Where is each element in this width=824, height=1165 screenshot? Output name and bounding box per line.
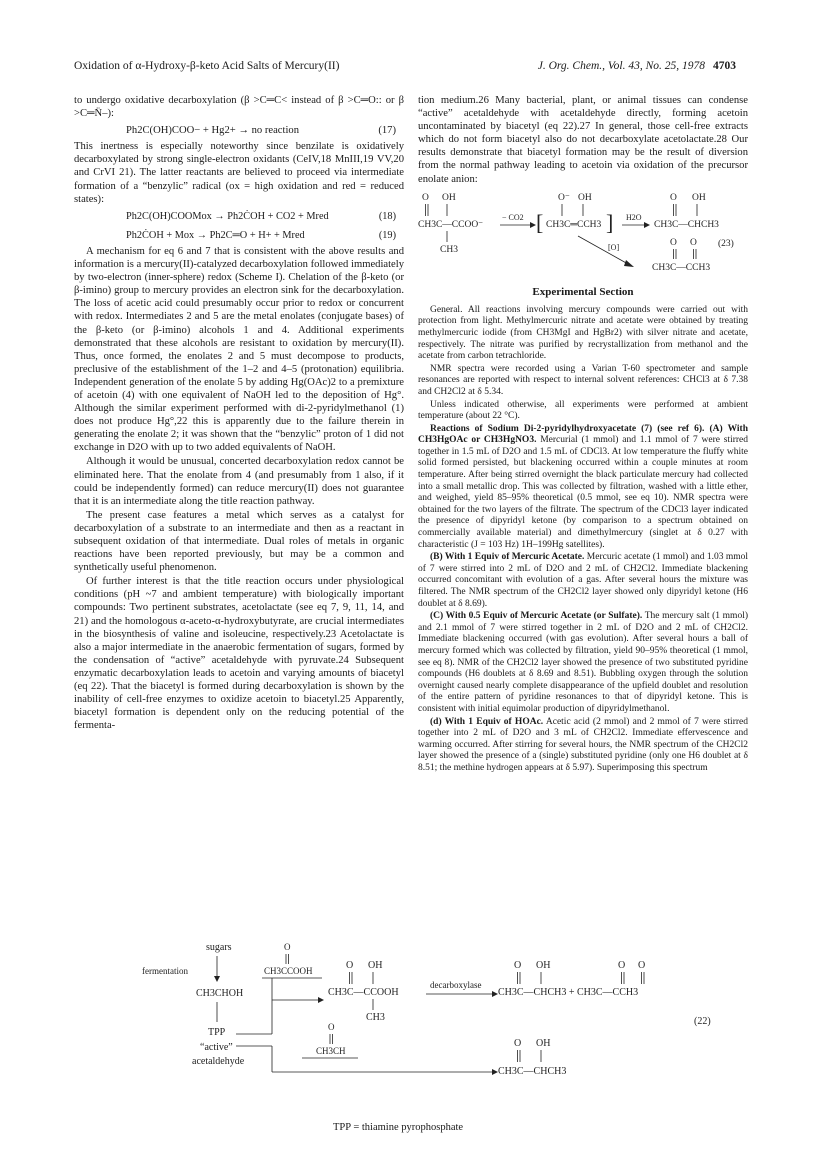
equation-19: [74, 226, 404, 245]
bracket-left: [: [536, 209, 544, 235]
scheme-footnote: TPP = thiamine pyrophosphate: [333, 1122, 464, 1133]
oxidation-label: [O]: [608, 242, 620, 252]
enolate-formula: CH3C═CCH3: [546, 219, 602, 230]
hydroxyl-label: OH: [442, 192, 456, 203]
running-title: Oxidation of α-Hydroxy-β-keto Acid Salts of Mercury(II): [74, 60, 340, 72]
minus-co2-label: − CO2: [502, 212, 524, 222]
equation-number: (19): [378, 229, 396, 241]
water-label: H2O: [626, 212, 642, 222]
paragraph: General. All reactions involving mercury compounds were carried out with protection from light. Methylmercuric nitrate and acetate were obtained by treating methylmercuric iodide (from CH3MgI and HgBr2) with silver nitrate and acetate, respectively. The nitrate was purified by recrystallization from methanol and the acetate from carbon tetrachloride.: [418, 304, 748, 362]
pyruvate-formula: CH3CCOOH: [264, 966, 313, 976]
equation-text: Ph2ĊOH + Mox → Ph2C═O + H+ + Mred: [126, 229, 305, 241]
biacetyl-formula: CH3C—CCH3: [652, 262, 711, 273]
fermentation-label: fermentation: [142, 966, 188, 976]
active-acetaldehyde-formula: CH3CHOH: [196, 988, 244, 999]
paragraph: A mechanism for eq 6 and 7 that is consistent with the above results and information is a mercury(II)-catalyzed decarboxylation followed immediately by two-electron (inner-sphere) redox (Scheme I). Chelation of the β-keto (or β-imino) group to mercury provides an electron sink for the decarboxylation. The loss of acetic acid could presumably occur prior to redox or concurrent with redox. Intermediates 2 and 5 are the metal enolates (conjugate bases) of the β-keto (or β-imino) alcohols 1 and 4. Additional experiments demonstrated that these alcohols are resistant to oxidation by mercury(II). Thus, once formed, the enolates 2 and 5 must decompose to products, preclusive of the establishment of the 1–2 and 4–5 (protonation) equilibria. Independent generation of the enolate 5 by adding Hg(OAc)2 to a premixture of acetoin (4) with one equivalent of NaOH led to the deposition of Hg°. Although the similar experiment performed with di-2-pyridylmethanol (1) does not produce Hg°,22 this is apparently due to the failure therein in generating the enolate 2; it was shown that the “benzylic” proton of 1 did not exchange in D2O with up to two added equivalents of NaOH.: [74, 245, 404, 454]
hydroxyl-label: OH: [536, 960, 551, 971]
paragraph-heading: (C) With 0.5 Equiv of Mercuric Acetate (or Sulfate).: [430, 611, 643, 622]
paragraph-body: Acetic acid (2 mmol) and 2 mmol of 7 were stirred together into 2 mL of D2O and 3 mL of CH2Cl2. Immediate effervescence and warming occurred. After stirring for several hours, the NMR spectrum of the CH2Cl2 layer showed the presence of a (single) substituted pyridine (only one H6 doublet at δ 8.51; the methine hydrogen appears at δ 5.97). Superimposing this spectrum: [418, 716, 748, 773]
oxygen-atom-label: O: [690, 237, 697, 248]
acetaldehyde-label: acetaldehyde: [192, 1056, 245, 1067]
acetoin-formula: CH3C—CHCH3 + CH3C—CCH3: [498, 987, 639, 998]
paragraph: [418, 611, 748, 715]
hydroxyl-label: OH: [692, 192, 706, 203]
oxygen-atom-label: O: [670, 237, 677, 248]
hydroxyl-label: OH: [578, 192, 592, 203]
experimental-section: [418, 305, 748, 775]
decarboxylase-label: decarboxylase: [430, 980, 482, 990]
paragraph: to undergo oxidative decarboxylation (β >C═C< instead of β >C═O:: or β >C═N̈–):: [74, 95, 404, 120]
equation-number: (18): [378, 210, 396, 222]
oxygen-atom-label: O: [284, 942, 291, 952]
sugars-label: sugars: [206, 942, 232, 953]
equation-number: (17): [378, 125, 396, 137]
right-column: [418, 94, 748, 776]
equation-17: [74, 121, 404, 140]
methyl-label: CH3: [366, 1012, 385, 1023]
paragraph-heading: Reactions of Sodium Di-2-pyridylhydroxyacetate (7) (see ref 6). (A) With CH3HgOAc or CH3HgNO3.: [418, 423, 748, 446]
paragraph: Of further interest is that the title reaction occurs under physiological conditions (pH ~7 and ambient temperature) with biologically important compounds: Two pertinent substrates, acetolactate (see eq 7, 9, 11, 14, and 21) and the homologous α-aceto-α-hydroxybutyrate, are crucial intermediates in the biosynthesis of valine and isoleucine, respectively.23 Acetolactate is also a major intermediate in the anaerobic fermentation of sugars, formed by the condensation of “active” acetaldehyde with pyruvate.24 Subsequent enzymatic decarboxylation leads to acetoin and varying amounts of biacetyl (eq 22). That the biacetyl is formed during decarboxylation is shown by the inability of cell-free enzymes to oxidize acetoin to biacetyl.25 Apparently, biacetyl formation is dependent only on the reducing potential of the fermenta-: [74, 576, 404, 732]
equation-number: (22): [694, 1016, 711, 1027]
paragraph-body: The mercury salt (1 mmol) and 2.1 mmol of 7 were stirred together in 2 mL of D2O and 2 mL of CH2Cl2. Immediate blackening occurred (with gas evolution). After several hours a ball of mercury formed which was collected by filtration, yield 90–95% theoretical (1 mmol, see eq 8). NMR of the CH2Cl2 layer showed the presence of two substituted pyridine compounds (H6 doublets at δ 8.69 and 8.51). Bubbling oxygen through the solution overnight caused nearly complete disappearance of the upfield doublet and resolution of the entire pattern of pyridine resonances to that of dipyridyl ketone. This is consistent with initial equimolar production of dipyridylmethanol.: [418, 611, 748, 714]
paragraph: NMR spectra were recorded using a Varian T-60 spectrometer and sample resonances are reported with respect to internal solvent references: CHCl3 at δ 7.38 and CH2Cl2 at δ 5.34.: [418, 363, 748, 397]
tpp-label: TPP: [208, 1027, 226, 1038]
paragraph-heading: (d) With 1 Equiv of HOAc.: [430, 716, 544, 727]
paragraph-heading: (B) With 1 Equiv of Mercuric Acetate.: [430, 552, 585, 563]
section-heading: Experimental Section: [532, 285, 634, 298]
oxygen-atom-label: O: [638, 960, 646, 971]
paragraph: This inertness is especially noteworthy since benzilate is oxidatively decarboxylated by strong single-electron oxidants (CeIV,18 MnIII,19 VV,20 and CrVI 21). The latter reactants are believed to proceed via intermediate formation of a “benzylic” radical (ox = high oxidation and red = reduced states):: [74, 141, 404, 205]
paragraph: [418, 552, 748, 610]
oxide-label: O⁻: [558, 192, 570, 203]
active-label: “active”: [200, 1042, 233, 1053]
acetaldehyde-formula: CH3CH: [316, 1046, 346, 1056]
oxygen-atom-label: O: [670, 192, 677, 203]
equation-22-scheme: [96, 938, 736, 1118]
equation-text: Ph2C(OH)COOMox → Ph2ĊOH + CO2 + Mred: [126, 210, 329, 222]
paragraph: Unless indicated otherwise, all experiments were performed at ambient temperature (about 22 °C).: [418, 399, 748, 422]
hydroxyl-label: OH: [368, 960, 383, 971]
oxygen-atom-label: O: [618, 960, 626, 971]
journal-citation: [538, 60, 736, 72]
paragraph: Although it would be unusual, concerted decarboxylation redox cannot be eliminated here. That the enolate from 4 (and presumably from 1 also, if it could be independently formed) can reduce mercury(II) does not guarantee that it is an intermediate along the title reaction pathway.: [74, 456, 404, 507]
paragraph: [418, 717, 748, 775]
journal-name: J. Org. Chem., Vol. 43, No. 25, 1978: [537, 60, 705, 72]
paragraph: tion medium.26 Many bacterial, plant, or animal tissues can condense “active” acetaldehyde with acetaldehyde directly, forming acetoin uncontaminated by biacetyl (eq 22).27 In general, those cell-free extracts which do not form biacetyl also do not decarboxylate acetolactate.28 Our results demonstrate that biacetyl formation may be the result of diversion from the normal pathway leading to acetoin via oxidation of the precursor enolate anion:: [418, 95, 748, 185]
paragraph-body: Mercurial (1 mmol) and 1.1 mmol of 7 were stirred together in 1.5 mL of D2O and 1.5 mL of CDCl3. At low temperature the fluffy white solid formed persisted, but blackening occurred within a couple minutes at room temperature. After being stirred overnight the black particulate mercury had collected into a small metallic drop. This was collected by filtration, washed with a little ether, and weighed, yield 85–95% theoretical (0.5 mmol, see eq 10). NMR spectra were obtained for the two layers of the filtrate. The spectrum of the CDCl3 layer indicated the presence of dipyridyl ketone (by comparison to a spectrum obtained on commercially available material) and dimethylmercury (singlet at δ 0.27 with characteristic (J = 103 Hz) 1H–199Hg satellites).: [418, 435, 748, 550]
oxygen-atom-label: O: [422, 192, 429, 203]
hydroxyl-label: OH: [536, 1038, 551, 1049]
acetolactic-acid-formula: CH3C—CCOOH: [328, 987, 399, 998]
acetoin-formula: CH3C—CHCH3: [654, 219, 719, 230]
oxygen-atom-label: O: [514, 960, 522, 971]
equation-23-scheme: [418, 190, 748, 278]
equation-number: (23): [718, 238, 734, 249]
acetolactate-formula: CH3C—CCOO⁻: [418, 219, 484, 230]
left-column: [74, 94, 404, 733]
page-number: 4703: [713, 60, 736, 72]
paragraph: The present case features a metal which serves as a catalyst for decarboxylation of a substrate to an intermediate and then as a reactant in subsequent oxidation of that intermediate. Dual roles of metals in organic reactions have been reported previously, but may be a common and synthetically useful phenomenon.: [74, 509, 404, 574]
equation-text: Ph2C(OH)COO− + Hg2+ → no reaction: [126, 125, 299, 137]
oxygen-atom-label: O: [514, 1038, 522, 1049]
methyl-label: CH3: [440, 244, 458, 255]
equation-18: [74, 207, 404, 226]
acetoin-formula: CH3C—CHCH3: [498, 1066, 567, 1077]
paragraph-body: Mercuric acetate (1 mmol) and 1.03 mmol of 7 were stirred into 2 mL of D2O and 2 mL of CH2Cl2. Immediate blackening occurred concomitant with evolution of a gas. After several hours the mixture was filtered. The NMR spectrum of the CH2Cl2 layer showed only dipyridyl ketone (H6 doublet at δ 8.69).: [418, 552, 748, 609]
bracket-right: ]: [606, 209, 614, 235]
paragraph: [418, 424, 748, 552]
oxygen-atom-label: O: [328, 1022, 335, 1032]
oxygen-atom-label: O: [346, 960, 354, 971]
